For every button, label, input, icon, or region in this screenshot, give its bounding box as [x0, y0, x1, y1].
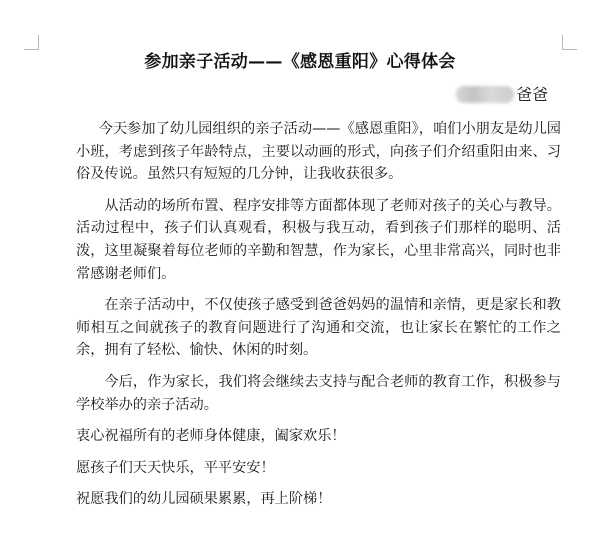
- paragraph-1: 今天参加了幼儿园组织的亲子活动——《感恩重阳》，咱们小朋友是幼儿园小班，考虑到孩子年龄特点，主要以动画的形式，向孩子们介绍重阳由来、习俗及传说。虽然只有短短的几分钟，让我收获很多。: [76, 121, 561, 183]
- paragraph-3: 在亲子活动中，不仅使孩子感受到爸爸妈妈的温情和亲情，更是家长和教师相互之间就孩子的教育问题进行了沟通和交流，也让家长在繁忙的工作之余，拥有了轻松、愉快、休闲的时刻。: [76, 297, 561, 359]
- paragraph-2: 从活动的场所布置、程序安排等方面都体现了老师对孩子的关心与教导。活动过程中，孩子们认真观看，积极与我互动，看到孩子们那样的聪明、活泼，这里凝聚着每位老师的辛勤和智慧，作为家长，心里非常高兴，同时也非常感谢老师们。: [76, 197, 561, 282]
- blurred-name-redaction: [456, 86, 514, 103]
- paragraph-4: 今后，作为家长，我们将会继续去支持与配合老师的教育工作，积极参与学校举办的亲子活动。: [76, 373, 561, 413]
- wish-line-1: 衷心祝福所有的老师身体健康，阖家欢乐！: [76, 428, 346, 445]
- wish-line-2: 愿孩子们天天快乐，平平安安！: [76, 459, 275, 476]
- document-title: 参加亲子活动——《感恩重阳》心得体会: [144, 52, 456, 72]
- author-suffix: 爸爸: [515, 85, 548, 104]
- author-line: [0, 82, 548, 105]
- wish-line-3: 祝愿我们的幼儿园硕果累累，再上阶梯！: [76, 491, 332, 508]
- document-body: [76, 118, 561, 520]
